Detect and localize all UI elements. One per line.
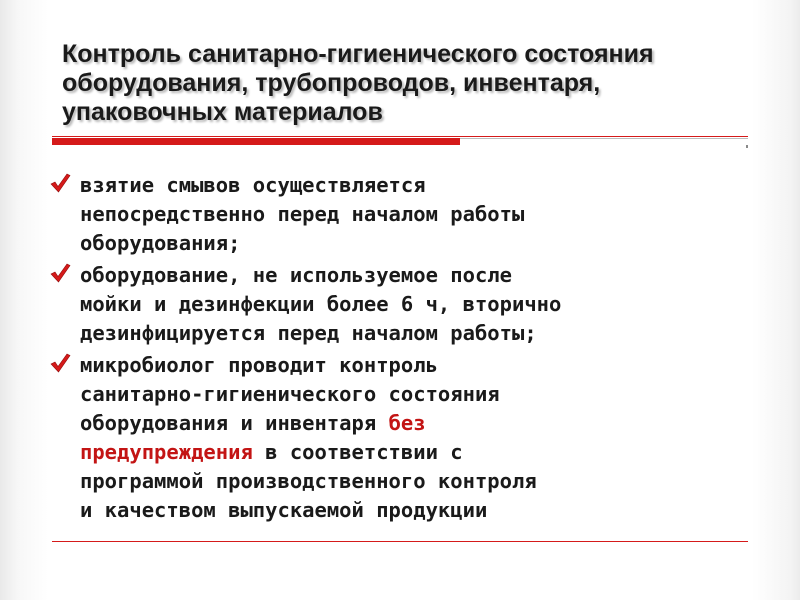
slide-title-line: упаковочных материалов xyxy=(62,98,383,126)
bullet-item xyxy=(48,261,752,348)
bullet-line: оборудование, не используемое после xyxy=(80,263,512,287)
title-divider-thick xyxy=(52,138,460,145)
bullet-text-segment: в соответствии с xyxy=(252,440,463,464)
bullet-line: программой производственного контроля xyxy=(80,469,537,493)
checkmark-icon xyxy=(48,171,72,195)
bullet-text-segment: оборудования и инвентаря xyxy=(80,411,389,435)
slide-title-line: Контроль санитарно-гигиенического состояния xyxy=(62,40,654,68)
bullet-line: дезинфицируется перед началом работы; xyxy=(80,321,537,345)
bullet-list xyxy=(48,171,752,528)
slide-title xyxy=(62,40,752,127)
bullet-item xyxy=(48,351,752,525)
footer-divider xyxy=(52,541,748,542)
highlighted-phrase: предупреждения xyxy=(80,440,253,464)
checkmark-icon xyxy=(48,261,72,285)
checkmark-icon xyxy=(48,351,72,375)
bullet-line: санитарно-гигиенического состояния xyxy=(80,382,500,406)
title-divider-gray xyxy=(460,138,748,139)
bullet-line xyxy=(80,409,752,438)
slide-title-line: оборудования, трубопроводов, инвентаря, xyxy=(62,69,601,97)
bullet-line: непосредственно перед началом работы xyxy=(80,202,525,226)
title-divider-tick xyxy=(746,145,748,148)
bullet-line: мойки и дезинфекции более 6 ч, вторично xyxy=(80,292,562,316)
bullet-text xyxy=(80,171,752,258)
bullet-text xyxy=(80,351,752,525)
title-divider-thin xyxy=(52,136,748,137)
bullet-line: и качеством выпускаемой продукции xyxy=(80,498,488,522)
bullet-line: микробиолог проводит контроль xyxy=(80,353,438,377)
bullet-text xyxy=(80,261,752,348)
bullet-line xyxy=(80,438,752,467)
bullet-item xyxy=(48,171,752,258)
highlighted-phrase: без xyxy=(388,411,426,435)
bullet-line: взятие смывов осуществляется xyxy=(80,173,426,197)
bullet-line: оборудования; xyxy=(80,231,241,255)
